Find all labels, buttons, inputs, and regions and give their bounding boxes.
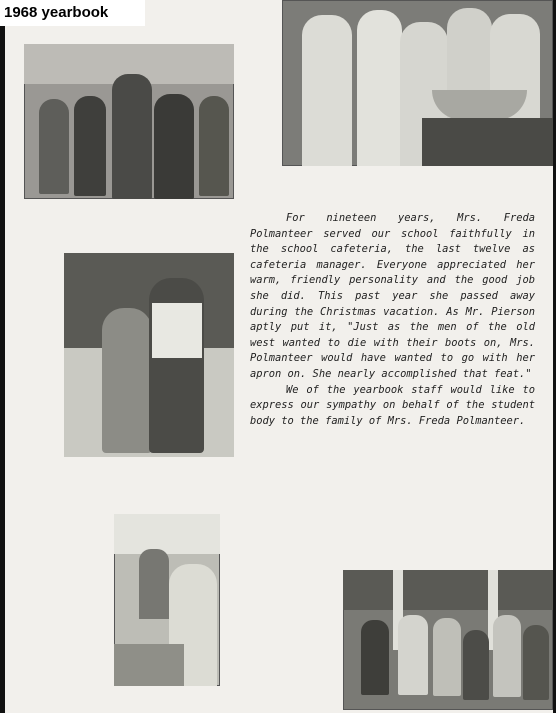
article-paragraph-2: We of the yearbook staff would like to express our sympathy on behalf of the student body to the family of Mrs. Freda Polmanteer. bbox=[250, 383, 535, 427]
cafeteria-staff-photo bbox=[282, 0, 553, 166]
yearbook-label: 1968 yearbook bbox=[0, 0, 145, 26]
family-group-photo bbox=[24, 44, 234, 199]
yearbook-page bbox=[5, 0, 553, 713]
group-outdoors-photo bbox=[343, 570, 553, 710]
couple-photo bbox=[64, 253, 234, 457]
article-paragraph-1: For nineteen years, Mrs. Freda Polmanteer served our school faithfully in the school cafeteria, the last twelve as cafeteria manager. Everyone appreciated her warm, friendly personality and the good job she did. This past year she passed away during the Christmas vacation. As Mr. Pierson aptly put it, "Just as the men of the old west wanted to die with their boots on, Mrs. Polmanteer would have wanted to go with her apron on. She nearly accomplished that feat." bbox=[250, 212, 535, 380]
kitchen-serving-photo bbox=[114, 514, 220, 686]
memorial-article bbox=[250, 211, 535, 429]
